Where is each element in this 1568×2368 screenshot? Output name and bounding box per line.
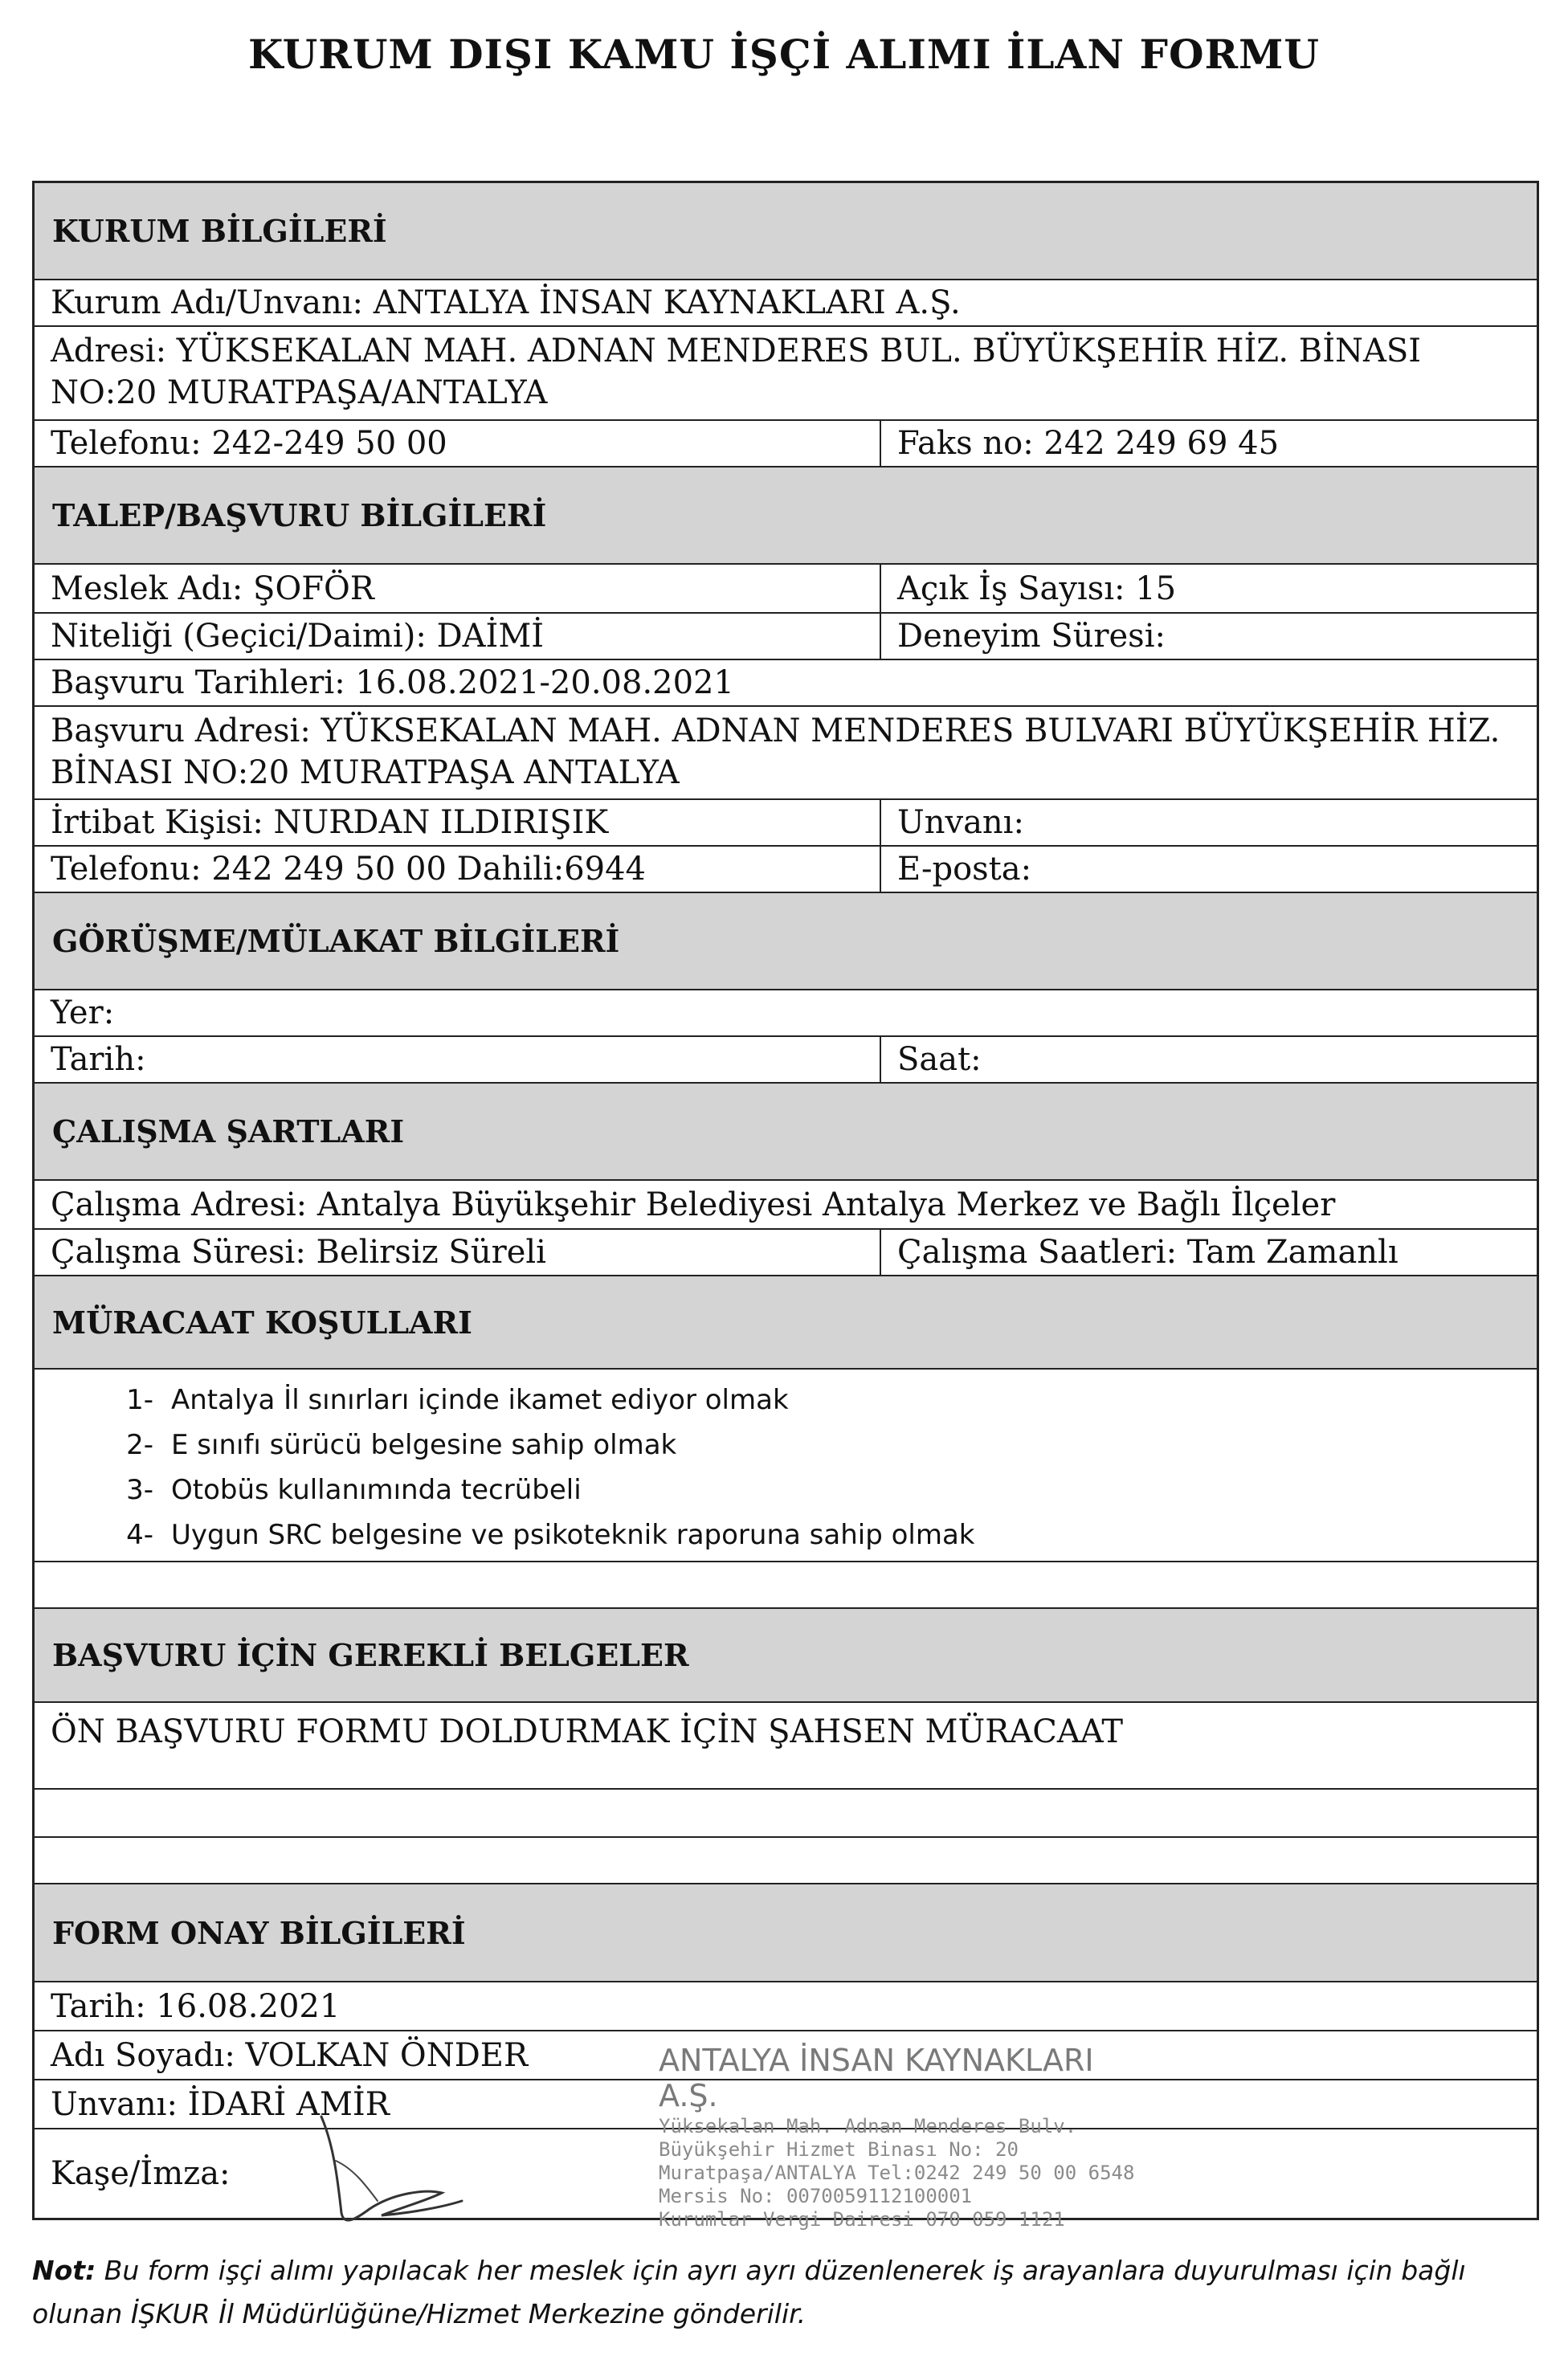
- deneyim-suresi: Deneyim Süresi:: [897, 618, 1166, 655]
- section-heading-onay: FORM ONAY BİLGİLERİ: [35, 1884, 1537, 1982]
- kurum-adres: [35, 330, 1537, 414]
- stamp-line: Kurumlar Vergi Dairesi 070 059 1121: [659, 2208, 1065, 2231]
- irtibat-telefon: Telefonu: 242 249 50 00 Dahili:6944: [35, 847, 881, 892]
- kase-imza-label: Kaşe/İmza:: [51, 2155, 231, 2192]
- row-kurum-adres: [35, 327, 1537, 421]
- list-item-number: 3-: [126, 1474, 153, 1506]
- blank-row: [35, 1790, 1537, 1838]
- page-title: KURUM DIŞI KAMU İŞÇİ ALIMI İLAN FORMU: [248, 31, 1320, 78]
- signature-icon: [305, 2113, 474, 2233]
- meslek-adi: Meslek Adı: ŞOFÖR: [35, 565, 881, 612]
- calisma-saatleri: Çalışma Saatleri: Tam Zamanlı: [897, 1234, 1399, 1271]
- row-meslek: [35, 565, 1537, 614]
- row-gorusme-tarih: [35, 1037, 1537, 1084]
- list-item-text: Uygun SRC belgesine ve psikoteknik raporuna sahip olmak: [171, 1519, 975, 1551]
- calisma-adresi: Çalışma Adresi: Antalya Büyükşehir Belediyesi Antalya Merkez ve Bağlı İlçeler: [51, 1186, 1336, 1223]
- list-item-text: E sınıfı sürücü belgesine sahip olmak: [171, 1429, 677, 1461]
- irtibat-eposta: E-posta:: [897, 851, 1032, 888]
- section-heading-talep: TALEP/BAŞVURU BİLGİLERİ: [35, 467, 1537, 565]
- requirements-list: [35, 1370, 1537, 1562]
- section-heading-kurum: KURUM BİLGİLERİ: [35, 183, 1537, 280]
- row-onay-tarih: [35, 1982, 1537, 2031]
- row-nitelik: [35, 614, 1537, 660]
- kurum-telefon: Telefonu: 242-249 50 00: [35, 421, 881, 466]
- list-item-number: 1-: [126, 1384, 153, 1416]
- row-kurum-iletisim: [35, 421, 1537, 467]
- section-heading-belgeler: BAŞVURU İÇİN GEREKLİ BELGELER: [35, 1609, 1537, 1703]
- stamp-line: Büyükşehir Hizmet Binası No: 20: [659, 2138, 1019, 2161]
- stamp-line: Yüksekalan Mah. Adnan Menderes Bulv.: [659, 2115, 1077, 2137]
- gorusme-saat: Saat:: [897, 1041, 982, 1078]
- gorusme-tarih: Tarih:: [35, 1037, 881, 1082]
- list-item: [35, 1468, 1537, 1513]
- calisma-suresi: Çalışma Süresi: Belirsiz Süreli: [35, 1230, 881, 1275]
- gorusme-yer: Yer:: [51, 994, 115, 1031]
- kurum-faks: Faks no: 242 249 69 45: [897, 425, 1280, 462]
- stamp-line: Muratpaşa/ANTALYA Tel:0242 249 50 00 6548: [659, 2162, 1135, 2184]
- stamp-line: Mersis No: 0070059112100001: [659, 2185, 973, 2207]
- blank-row: [35, 1562, 1537, 1609]
- kurum-adi: Kurum Adı/Unvanı: ANTALYA İNSAN KAYNAKLARI A.Ş.: [51, 284, 961, 321]
- gerekli-belgeler: ÖN BAŞVURU FORMU DOLDURMAK İÇİN ŞAHSEN MÜRACAAT: [51, 1713, 1124, 1750]
- section-heading-muracaat: MÜRACAAT KOŞULLARI: [35, 1276, 1537, 1370]
- basvuru-adresi: [35, 710, 1537, 794]
- row-irtibat: [35, 800, 1537, 847]
- section-heading-gorusme: GÖRÜŞME/MÜLAKAT BİLGİLERİ: [35, 893, 1537, 990]
- list-item-number: 2-: [126, 1429, 153, 1461]
- application-form: [32, 181, 1539, 2220]
- row-kurum-adi: [35, 280, 1537, 327]
- company-stamp: [659, 2043, 1157, 2231]
- basvuru-adresi-line-1: Başvuru Adresi: YÜKSEKALAN MAH. ADNAN MENDERES BULVARI BÜYÜKŞEHİR HİZ.: [51, 712, 1501, 749]
- onay-adi-soyadi: Adı Soyadı: VOLKAN ÖNDER: [51, 2036, 529, 2074]
- irtibat-unvani: Unvanı:: [897, 804, 1024, 841]
- list-item-text: Antalya İl sınırları içinde ikamet ediyor olmak: [171, 1384, 789, 1416]
- row-irtibat-iletisim: [35, 847, 1537, 893]
- list-item: [35, 1423, 1537, 1468]
- footer-note: [32, 2249, 1542, 2336]
- note-text: Bu form işçi alımı yapılacak her meslek için ayrı ayrı düzenlenerek iş arayanlara duyurulması için bağlı olunan İŞKUR İl Müdürlüğüne/Hizmet Merkezine gönderilir.: [32, 2255, 1466, 2329]
- row-yer: [35, 990, 1537, 1037]
- acik-is-sayisi: Açık İş Sayısı: 15: [897, 570, 1177, 607]
- kurum-adres-line-1: Adresi: YÜKSEKALAN MAH. ADNAN MENDERES BUL. BÜYÜKŞEHİR HİZ. BİNASI: [51, 333, 1422, 369]
- row-calisma-sure: [35, 1230, 1537, 1276]
- row-calisma-adresi: [35, 1181, 1537, 1230]
- stamp-title: ANTALYA İNSAN KAYNAKLARI A.Ş.: [659, 2043, 1094, 2113]
- niteligi: Niteliği (Geçici/Daimi): DAİMİ: [35, 614, 881, 659]
- section-heading-calisma: ÇALIŞMA ŞARTLARI: [35, 1084, 1537, 1181]
- blank-row: [35, 1838, 1537, 1884]
- list-item: [35, 1378, 1537, 1423]
- irtibat-kisisi: İrtibat Kişisi: NURDAN ILDIRIŞIK: [35, 800, 881, 845]
- note-label: Not:: [32, 2255, 96, 2286]
- kurum-adres-line-2: NO:20 MURATPAŞA/ANTALYA: [51, 374, 548, 411]
- row-basvuru-tarihleri: [35, 660, 1537, 707]
- row-basvuru-adresi: [35, 707, 1537, 800]
- onay-tarih: Tarih: 16.08.2021: [51, 1987, 341, 2025]
- list-item-number: 4-: [126, 1519, 153, 1551]
- list-item: [35, 1513, 1537, 1558]
- basvuru-adresi-line-2: BİNASI NO:20 MURATPAŞA ANTALYA: [51, 754, 680, 791]
- row-belgeler: [35, 1703, 1537, 1790]
- basvuru-tarihleri: Başvuru Tarihleri: 16.08.2021-20.08.2021: [51, 664, 734, 701]
- onay-unvani: Unvanı: İDARİ AMİR: [51, 2085, 390, 2123]
- list-item-text: Otobüs kullanımında tecrübeli: [171, 1474, 582, 1506]
